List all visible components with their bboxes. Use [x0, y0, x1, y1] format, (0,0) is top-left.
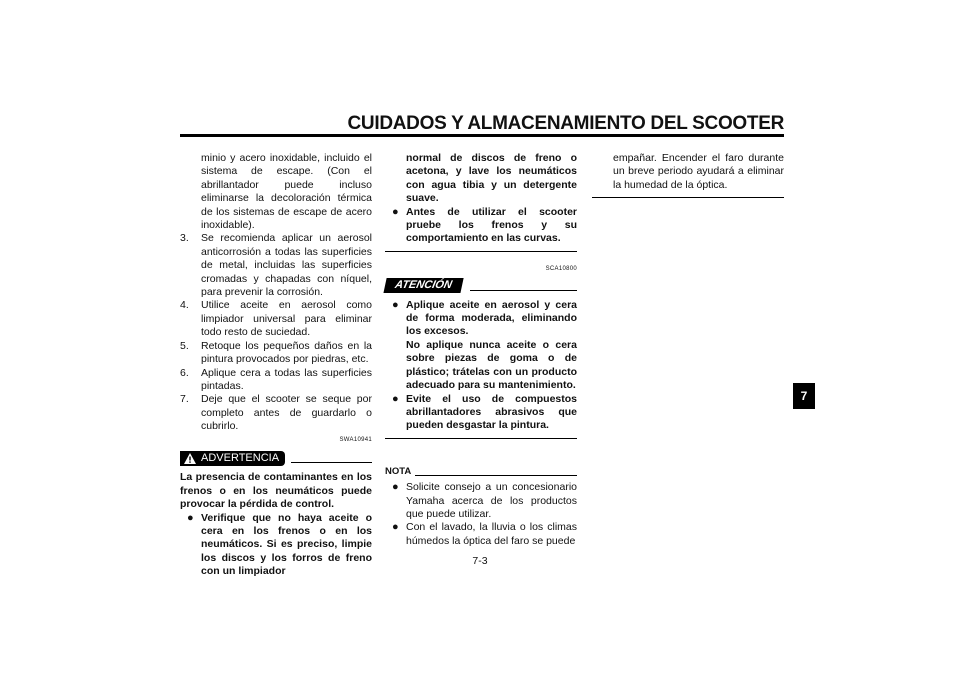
warning-code: SWA10941 — [339, 436, 372, 443]
note-label: NOTA — [385, 465, 412, 477]
section-rule — [385, 438, 577, 439]
section-rule — [592, 197, 784, 198]
list-item: 7. Deje que el scooter se seque por completo antes de guardarlo o cubrirlo. — [180, 393, 372, 433]
continued-text: normal de discos de freno o acetona, y lave los neumáticos con agua tibia y un detergente suave. — [406, 152, 577, 205]
list-item: 6. Aplique cera a todas las superficies pintadas. — [180, 366, 372, 392]
bullet-icon: ● — [392, 392, 399, 405]
list-item: 3. Se recomienda aplicar un aerosol anticorrosión a todas las superficies de metal, incluidas las superficies cromadas y chapadas con níquel, para prevenir la corrosión. — [180, 232, 372, 299]
warning-rule — [291, 462, 372, 463]
warning-badge — [180, 451, 285, 466]
bullet-icon: ● — [392, 298, 399, 311]
bullet-icon: ● — [392, 521, 399, 534]
continued-text: empañar. Encender el faro durante un breve periodo ayudará a eliminar la humedad de la óptica. — [613, 152, 784, 191]
page-title: CUIDADOS Y ALMACENAMIENTO DEL SCOOTER — [347, 113, 784, 134]
list-item: 5. Retoque los pequeños daños en la pintura provocados por piedras, etc. — [180, 339, 372, 366]
page-number: 7-3 — [472, 555, 488, 567]
column-2 — [385, 152, 577, 548]
note-bullet: ● Con el lavado, la lluvia o los climas húmedos la óptica del faro se puede — [392, 521, 577, 547]
caution-header — [385, 278, 577, 293]
caution-code: SCA10800 — [545, 265, 577, 272]
warning-bullet: ● Antes de utilizar el scooter pruebe los frenos y su comportamiento en las curvas. — [392, 205, 577, 245]
bullet-icon: ● — [392, 481, 399, 494]
warning-header — [180, 451, 372, 466]
bullet-icon: ● — [392, 205, 399, 218]
column-1 — [180, 152, 372, 579]
warning-bullet: ● Verifique que no haya aceite o cera en los frenos o en los neumáticos. Si es preciso, limpie los discos y los forros de freno con un limpiador — [187, 511, 372, 578]
caution-bullet: ● Evite el uso de compuestos abrillantadores abrasivos que pueden desgastar la pintura. — [392, 392, 577, 432]
warning-label: ADVERTENCIA — [201, 451, 280, 464]
caution-bullet: ● Aplique aceite en aerosol y cera de forma moderada, eliminando los excesos. No aplique nunca aceite o cera sobre piezas de goma o de plástico; trátelas con un producto adecuado para su mantenimiento. — [392, 298, 577, 392]
note-header — [385, 465, 577, 478]
section-rule — [385, 251, 577, 252]
bullet-icon: ● — [187, 511, 194, 524]
list-item: 4. Utilice aceite en aerosol como limpiador universal para eliminar todo resto de suciedad. — [180, 299, 372, 339]
caution-badge: ATENCIÓN — [383, 278, 463, 293]
column-3 — [592, 152, 784, 198]
header-rule — [180, 134, 784, 137]
warning-triangle-icon — [184, 453, 196, 464]
continued-text: minio y acero inoxidable, incluido el sistema de escape. (Con el abrillantador puede incluso eliminarse la decoloración térmica de los sistemas de escape de acero inoxidable). — [201, 152, 372, 232]
warning-text: La presencia de contaminantes en los frenos o en los neumáticos puede provocar la pérdida de control. — [180, 471, 372, 511]
caution-rule — [470, 290, 577, 291]
note-rule — [415, 475, 577, 476]
note-bullet: ● Solicite consejo a un concesionario Yamaha acerca de los productos que puede utilizar. — [392, 481, 577, 520]
chapter-tab: 7 — [793, 383, 815, 409]
